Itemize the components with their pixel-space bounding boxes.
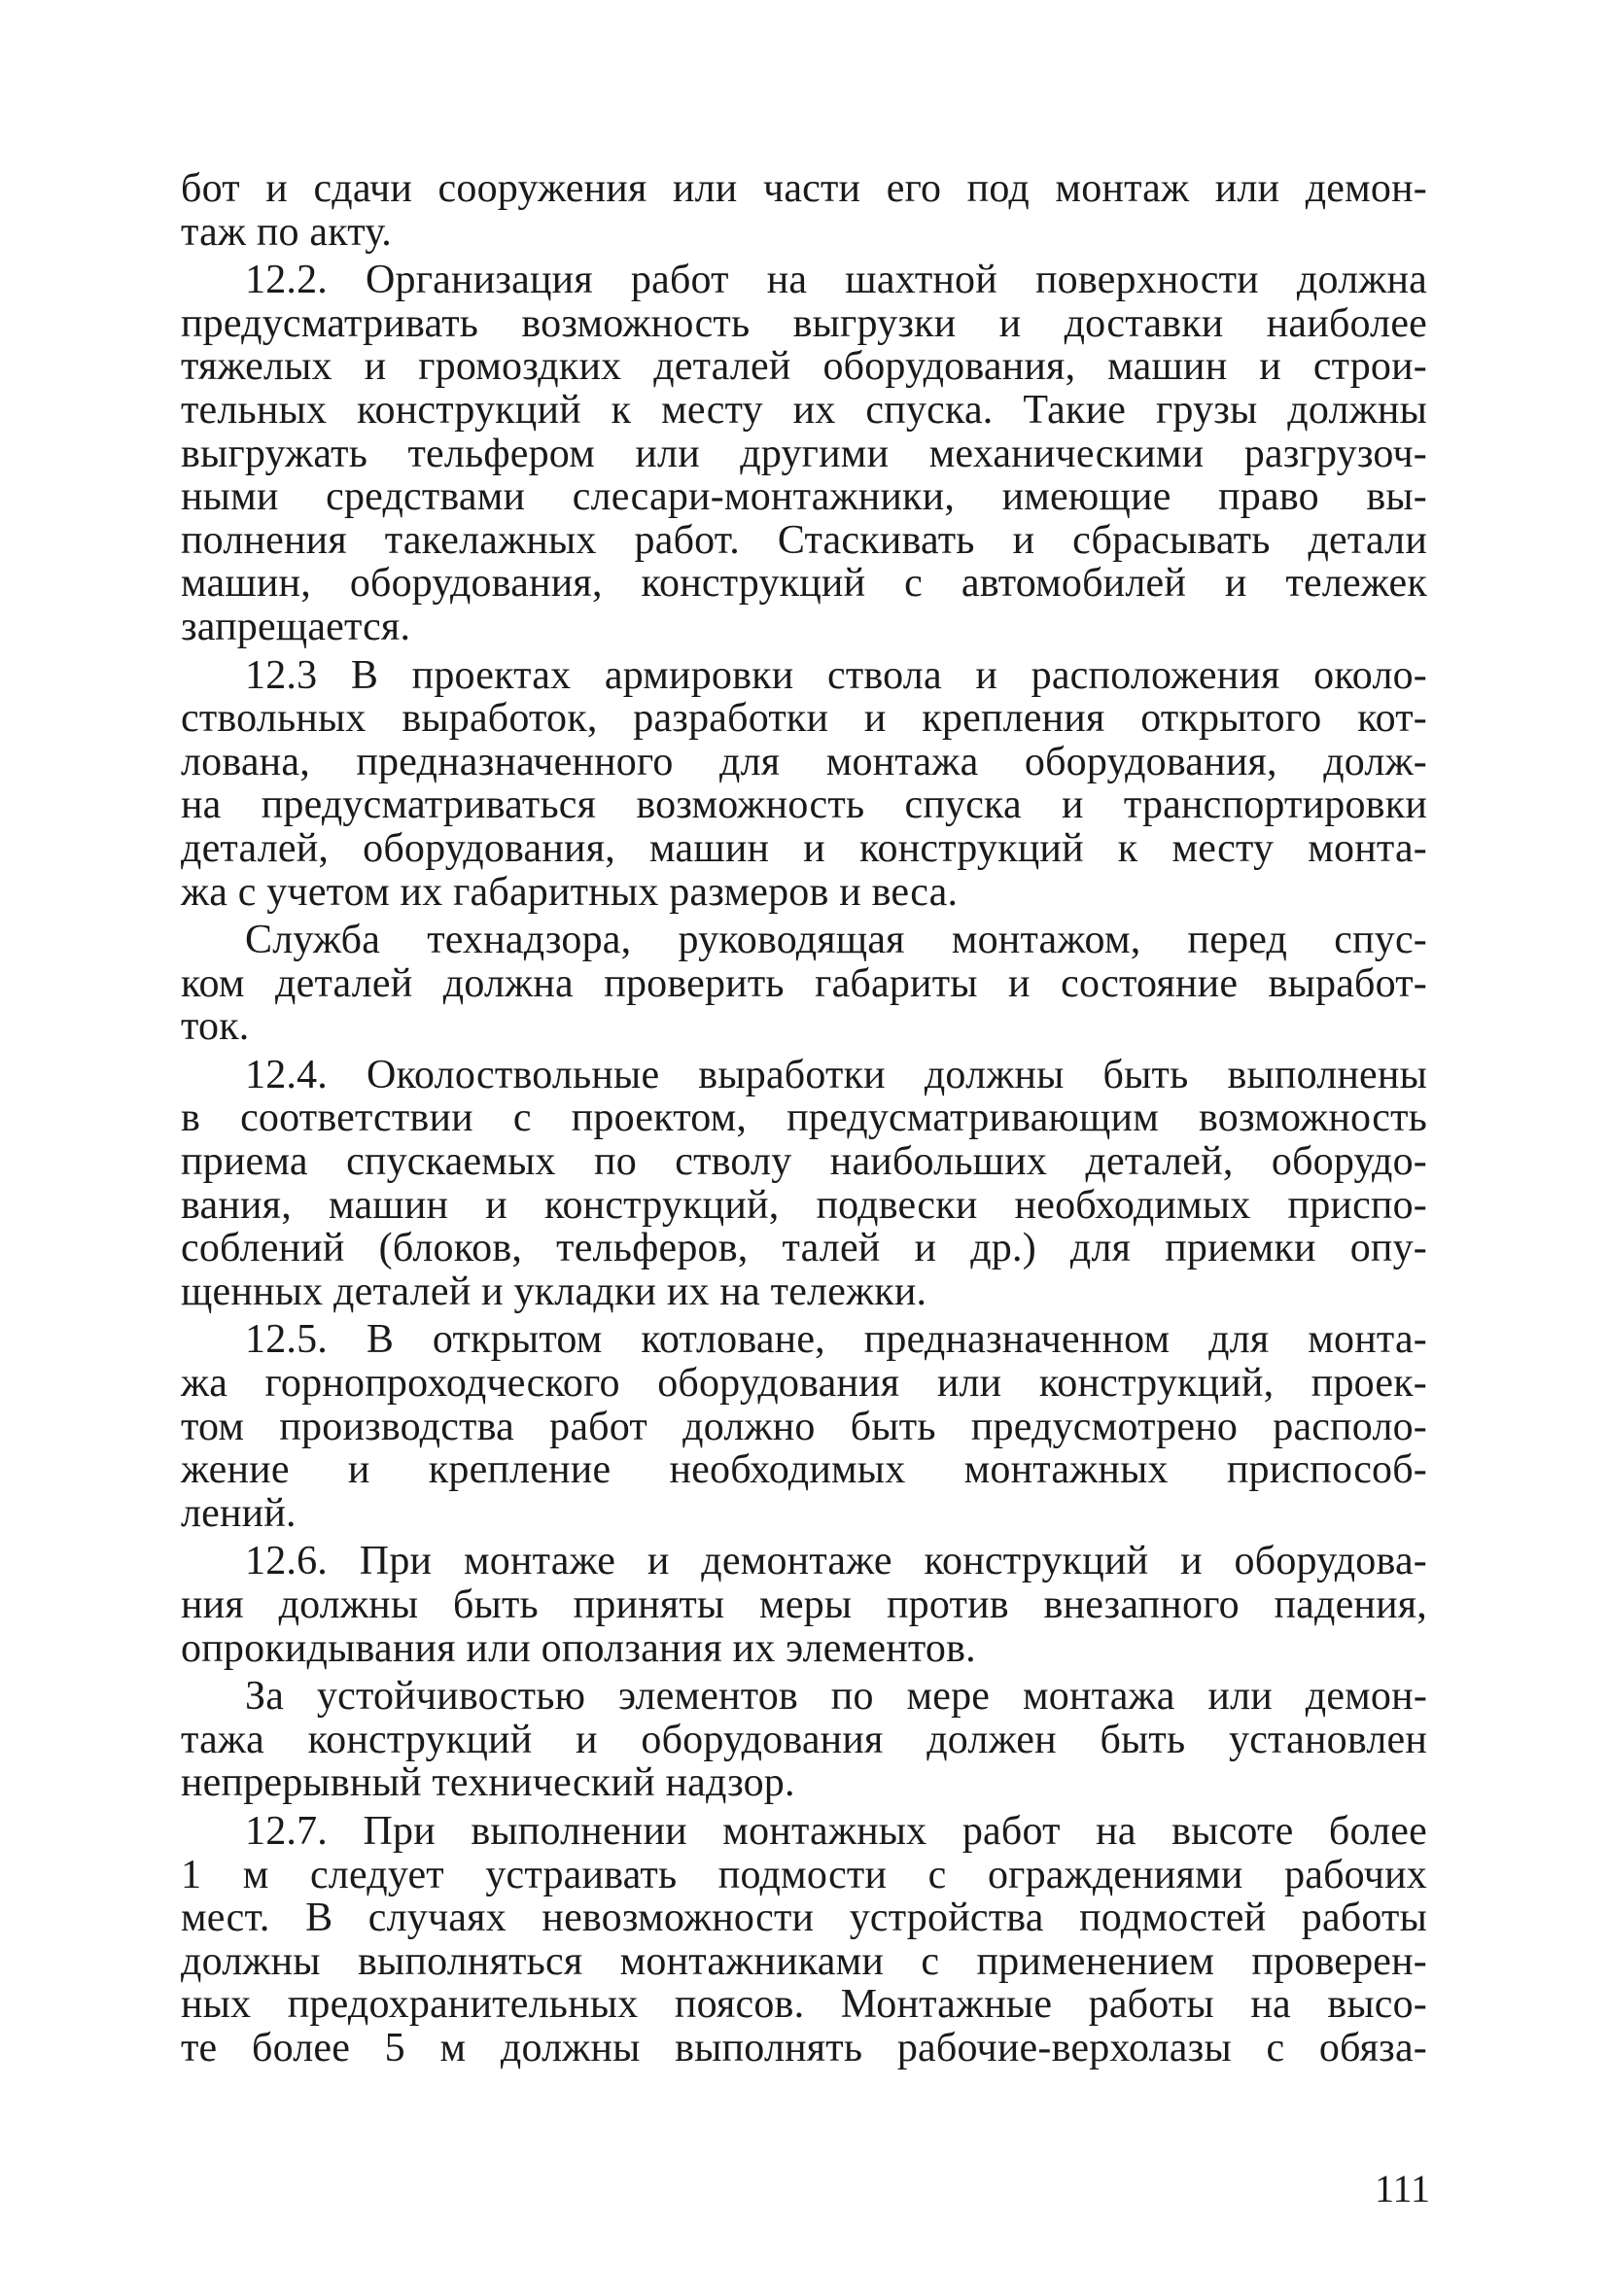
text-line: 1 м следует устраивать подмости с ограждениями рабочих bbox=[181, 1852, 1427, 1897]
text-line: должны выполняться монтажниками с применением проверен- bbox=[181, 1938, 1427, 1984]
text-line: жа горнопроходческого оборудования или конструкций, проек- bbox=[181, 1361, 1427, 1407]
text-line: соблений (блоков, тельферов, талей и др.) для приемки опу- bbox=[181, 1226, 1427, 1271]
text-line: 12.6. При монтаже и демонтаже конструкций и оборудова- bbox=[245, 1539, 1427, 1584]
text-line: выгружать тельфером или другими механическими разгрузоч- bbox=[181, 431, 1427, 476]
paragraph-continuation bbox=[181, 167, 1427, 254]
paragraph-12-6 bbox=[181, 1540, 1427, 1670]
paragraph-12-2 bbox=[181, 259, 1427, 648]
text-line: таж по акту. bbox=[181, 209, 392, 255]
text-line: 12.4. Околоствольные выработки должны быть выполнены bbox=[245, 1052, 1427, 1097]
text-line: тяжелых и громоздких деталей оборудования, машин и строи- bbox=[181, 344, 1427, 390]
text-line: ными средствами слесари-монтажники, имеющие право вы- bbox=[181, 474, 1427, 520]
text-line: те более 5 м должны выполнять рабочие-верхолазы с обяза- bbox=[181, 2025, 1427, 2070]
text-line: полнения такелажных работ. Стаскивать и сбрасывать детали bbox=[181, 517, 1427, 563]
text-line: Служба технадзора, руководящая монтажом, перед спус- bbox=[245, 918, 1427, 963]
text-line: 12.5. В открытом котловане, предназначенном для монта- bbox=[245, 1317, 1427, 1363]
text-line: ных предохранительных поясов. Монтажные работы на высо- bbox=[181, 1982, 1427, 2028]
paragraph-12-5 bbox=[181, 1318, 1427, 1535]
text-line: опрокидывания или оползания их элементов. bbox=[181, 1625, 976, 1671]
text-line: предусматривать возможность выгрузки и доставки наиболее bbox=[181, 300, 1427, 346]
text-line: За устойчивостью элементов по мере монтажа или демон- bbox=[245, 1674, 1427, 1720]
text-line: в соответствии с проектом, предусматривающим возможность bbox=[181, 1096, 1427, 1141]
text-line: лений. bbox=[181, 1490, 297, 1536]
text-line: лована, предназначенного для монтажа оборудования, долж- bbox=[181, 739, 1427, 784]
text-line: 12.7. При выполнении монтажных работ на высоте более bbox=[245, 1808, 1427, 1854]
text-line: ствольных выработок, разработки и крепления открытого кот- bbox=[181, 696, 1427, 742]
text-line: мест. В случаях невозможности устройства подмостей работы bbox=[181, 1896, 1427, 1941]
text-line: жа с учетом их габаритных размеров и веса. bbox=[181, 869, 959, 915]
text-line: тельных конструкций к месту их спуска. Такие грузы должны bbox=[181, 387, 1427, 433]
text-line: 12.2. Организация работ на шахтной поверхности должна bbox=[245, 258, 1427, 303]
text-line: приема спускаемых по стволу наибольших деталей, оборудо- bbox=[181, 1139, 1427, 1185]
text-line: непрерывный технический надзор. bbox=[181, 1760, 795, 1806]
text-line: на предусматриваться возможность спуска и транспортировки bbox=[181, 783, 1427, 828]
text-line: ния должны быть приняты меры против внезапного падения, bbox=[181, 1583, 1427, 1627]
paragraph-supervision bbox=[181, 919, 1427, 1049]
page-number: 111 bbox=[1375, 2167, 1431, 2210]
text-line: вания, машин и конструкций, подвески необходимых приспо- bbox=[181, 1182, 1427, 1228]
text-line: запрещается. bbox=[181, 604, 411, 649]
text-line: 12.3 В проектах армировки ствола и расположения около- bbox=[245, 652, 1427, 698]
text-line: деталей, оборудования, машин и конструкций к месту монта- bbox=[181, 825, 1427, 871]
paragraph-12-7 bbox=[181, 1810, 1427, 2070]
text-line: бот и сдачи сооружения или части его под монтаж или демон- bbox=[181, 166, 1427, 211]
paragraph-stability bbox=[181, 1675, 1427, 1805]
page-body bbox=[181, 167, 1427, 2075]
text-line: жение и крепление необходимых монтажных приспособ- bbox=[181, 1447, 1427, 1493]
paragraph-12-3 bbox=[181, 654, 1427, 915]
text-line: ток. bbox=[181, 1004, 250, 1050]
text-line: машин, оборудования, конструкций с автомобилей и тележек bbox=[181, 561, 1427, 607]
text-line: ком деталей должна проверить габариты и состояние выработ- bbox=[181, 960, 1427, 1006]
paragraph-12-4 bbox=[181, 1054, 1427, 1314]
text-line: щенных деталей и укладки их на тележки. bbox=[181, 1269, 927, 1314]
text-line: том производства работ должно быть предусмотрено располо- bbox=[181, 1404, 1427, 1449]
text-line: тажа конструкций и оборудования должен быть установлен bbox=[181, 1717, 1427, 1762]
